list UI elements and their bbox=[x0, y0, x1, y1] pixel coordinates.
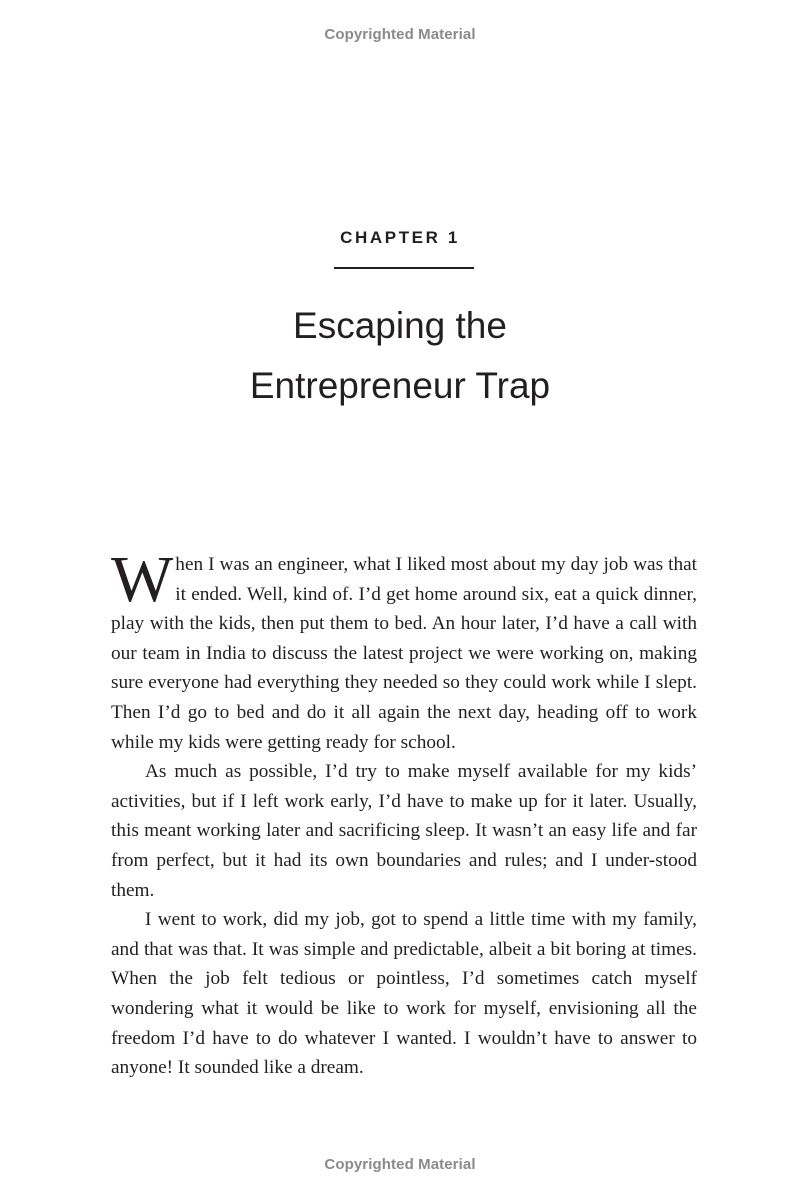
chapter-title-line-2: Entrepreneur Trap bbox=[249, 365, 551, 406]
chapter-title-line-1: Escaping the bbox=[293, 305, 507, 346]
chapter-label: CHAPTER 1 bbox=[340, 228, 460, 247]
chapter-body bbox=[111, 543, 697, 1083]
paragraph-1-text: hen I was an engineer, what I liked most about my day job was that it ended. Well, kind of. I’d get home around six, eat a quick dinner, play with the kids, then put them to bed. An hour later, I’d have a call with our team in India to discuss the latest project we were working on, making sure everyone had everything they needed so they could work while I slept. Then I’d go to bed and do it all again the next day, heading off to work while my kids were getting ready for school. bbox=[111, 554, 697, 753]
drop-cap: W bbox=[111, 543, 174, 616]
copyright-watermark-bottom: Copyrighted Material bbox=[324, 1156, 476, 1173]
chapter-title bbox=[0, 296, 800, 416]
paragraph-3: I went to work, did my job, got to spend a little time with my family, and that was that. It was simple and predictable, albeit a bit boring at times. When the job felt tedious or pointless, I’d sometimes catch myself wondering what it would be like to work for myself, envisioning all the freedom I’d have to do whatever I wanted. I wouldn’t have to answer to anyone! It sounded like a dream. bbox=[111, 909, 697, 1079]
chapter-divider bbox=[334, 267, 474, 269]
paragraph-1 bbox=[111, 543, 697, 757]
paragraph-2: As much as possible, I’d try to make myself available for my kids’ activities, but if I left work early, I’d have to make up for it later. Usually, this meant working later and sacrificing sleep. It wasn’t an easy life and far from perfect, but it had its own boundaries and rules; and I under-stood them. bbox=[111, 761, 697, 901]
copyright-watermark-top: Copyrighted Material bbox=[324, 26, 476, 43]
